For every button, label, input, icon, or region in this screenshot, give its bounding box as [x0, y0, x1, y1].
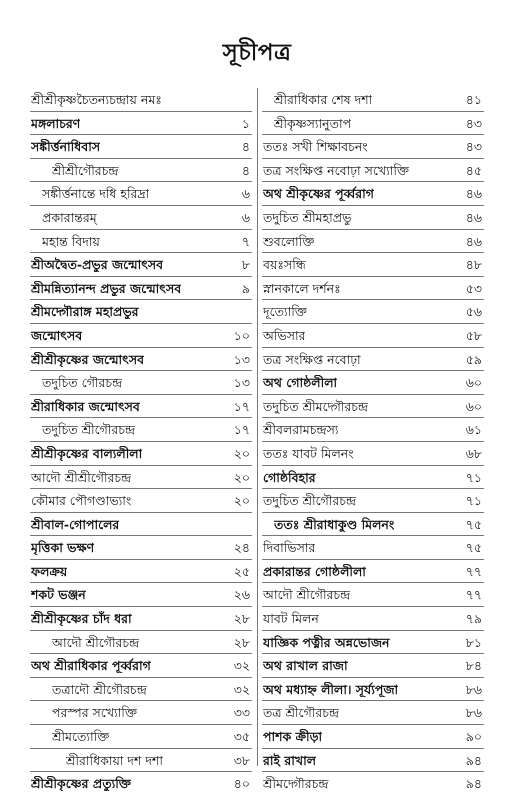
- toc-entry-title: দিবাভিসার: [263, 540, 316, 556]
- toc-entry-title: জন্মোৎসব: [31, 327, 83, 343]
- toc-entry: [262, 631, 484, 655]
- toc-entry-title: শ্রীঅদ্বৈত-প্রভুর জন্মোৎসব: [31, 257, 164, 273]
- toc-entry-page-number: ৮১: [465, 634, 482, 650]
- toc-entry-title: শ্রীমন্নিত্যানন্দ প্রভুর জন্মোৎসব: [31, 280, 182, 296]
- toc-entry-page-number: ৮৬: [465, 681, 482, 697]
- toc-entry-title: সঙ্কীর্ত্তনান্তে দধি হরিদ্রা: [42, 186, 150, 202]
- toc-entry: [262, 513, 484, 537]
- toc-entry-page-number: ১৩: [233, 375, 250, 391]
- toc-entry-page-number: ১০: [233, 327, 250, 343]
- toc-entry: [30, 112, 252, 136]
- toc-entry-page-number: ৯৪: [465, 776, 482, 792]
- toc-entry-title: শকট ভঞ্জন: [31, 587, 86, 603]
- toc-entry-title: ফলক্রয়: [31, 563, 68, 579]
- toc-entry: [30, 583, 252, 607]
- toc-entry-page-number: ৭৫: [465, 516, 482, 532]
- toc-entry-title: শ্রীশ্রীকৃষ্ণের প্রত্যুক্তি: [31, 776, 131, 792]
- toc-entry-page-number: ৫৯: [465, 351, 482, 367]
- toc-entry-page-number: ৮: [241, 257, 250, 273]
- toc-entry: [262, 206, 484, 230]
- toc-entry: [262, 489, 484, 513]
- toc-entry-page-number: ৪৬: [465, 209, 482, 225]
- toc-entry-page-number: ২৬: [233, 587, 250, 603]
- toc-entry: [262, 678, 484, 702]
- toc-entry-title: অথ গোষ্ঠলীলা: [263, 375, 338, 391]
- toc-entry-title: অথ শ্রীকৃষ্ণের পূর্ব্বরাগ: [263, 186, 374, 202]
- toc-entry-page-number: ৩২: [233, 658, 250, 674]
- toc-entry: [30, 230, 252, 254]
- toc-entry: [30, 654, 252, 678]
- toc-entry-title: তদুচিত শ্রীমদ্গৌরচন্দ্র: [263, 398, 369, 414]
- toc-entry: [262, 371, 484, 395]
- toc-entry-title: অভিসার: [263, 327, 306, 343]
- toc-entry-page-number: ২৮: [233, 634, 250, 650]
- toc-entry: [30, 277, 252, 301]
- toc-entry-page-number: ৯০: [465, 729, 482, 745]
- toc-entry-page-number: ৬১: [465, 422, 482, 438]
- toc-entry-title: শ্রীমত্যোক্তি: [52, 729, 110, 745]
- toc-entry-title: মহান্ত বিদায়: [42, 233, 100, 249]
- toc-entry: [262, 300, 484, 324]
- toc-entry-title: আদৌ শ্রীগৌরচন্দ্র: [263, 587, 351, 603]
- toc-entry: [30, 513, 252, 537]
- toc-entry: [30, 536, 252, 560]
- toc-entry: [262, 442, 484, 466]
- toc-entry-title: রাই রাখাল: [263, 752, 317, 768]
- toc-entry: [30, 749, 252, 773]
- toc-entry-page-number: ৪৬: [465, 186, 482, 202]
- toc-entry: [262, 725, 484, 749]
- toc-entry-title: ততঃ সখী শিক্ষাবচনং: [263, 139, 368, 155]
- toc-entry-page-number: ৬: [241, 186, 250, 202]
- toc-entry-page-number: ৪: [241, 162, 250, 178]
- toc-entry: [262, 182, 484, 206]
- toc-entry: [262, 112, 484, 136]
- toc-entry-title: তদুচিত শ্রীমহাপ্রভু: [263, 209, 352, 225]
- toc-entry: [30, 253, 252, 277]
- toc-entry-page-number: ৬০: [465, 398, 482, 414]
- toc-entry: [262, 135, 484, 159]
- toc-entry-title: শ্রীরাধিকার শেষ দশা: [274, 92, 373, 107]
- toc-entry-title: ততঃ যাবট মিলনং: [263, 445, 354, 461]
- toc-entry-page-number: ৭: [241, 233, 250, 249]
- toc-entry-page-number: ৩৫: [233, 729, 250, 745]
- toc-entry-page-number: ২০: [233, 469, 250, 485]
- toc-entry: [30, 772, 252, 796]
- toc-entry-title: আদৌ শ্রীগৌরচন্দ্র: [52, 634, 140, 650]
- toc-entry-title: মঙ্গলাচরণ: [31, 115, 81, 131]
- toc-entry-page-number: ৭৭: [465, 563, 482, 579]
- toc-entry-title: গোষ্ঠবিহার: [263, 469, 316, 485]
- toc-entry-page-number: ২৮: [233, 611, 250, 627]
- toc-entry-title: ততঃ শ্রীরাধাকুণ্ড মিলনং: [274, 516, 395, 532]
- toc-entry: [262, 324, 484, 348]
- toc-entry: [262, 701, 484, 725]
- toc-entry: [30, 182, 252, 206]
- toc-entry-title: মৃত্তিকা ভক্ষণ: [31, 540, 95, 556]
- toc-entry: [30, 489, 252, 513]
- toc-entry-title: তদুচিত শ্রীগৌরচন্দ্র: [42, 422, 136, 438]
- toc-entry-page-number: ৩৩: [233, 705, 250, 721]
- toc-entry: [30, 348, 252, 372]
- toc-entry: [262, 749, 484, 773]
- toc-entry-title: পরস্পর সখ্যোক্তি: [52, 705, 138, 721]
- toc-entry-page-number: ৪৮: [465, 257, 482, 273]
- toc-entry-page-number: ৪০: [233, 776, 250, 792]
- toc-left-column: [30, 88, 252, 796]
- toc-entry-title: শ্রীকৃষ্ণস্যানুতাপ: [274, 115, 352, 131]
- toc-entry-title: শ্রীমদ্গৌরাঙ্গ মহাপ্রভুর: [31, 304, 139, 320]
- toc-entry: [262, 418, 484, 442]
- toc-entry-page-number: ৭৯: [465, 611, 482, 627]
- toc-entry-title: অথ রাখাল রাজা: [263, 658, 348, 674]
- toc-entry-title: শ্রীশ্রীকৃষ্ণের জন্মোৎসব: [31, 351, 145, 367]
- toc-entry-page-number: ৭৫: [465, 540, 482, 556]
- toc-entry: [262, 583, 484, 607]
- toc-entry-title: তত্রাদৌ শ্রীগৌরচন্দ্র: [52, 681, 147, 697]
- toc-entry: [30, 371, 252, 395]
- toc-entry-page-number: ২৪: [233, 540, 250, 556]
- toc-entry: [30, 442, 252, 466]
- toc-entry: [30, 725, 252, 749]
- toc-right-column: [262, 88, 484, 796]
- toc-entry-title: তত্র সংক্ষিপ্ত নবোঢ়া সখ্যোক্তি: [263, 162, 410, 178]
- toc-entry-title: যাজ্ঞিক পত্নীর অন্নভোজন: [263, 634, 390, 650]
- toc-entry: [262, 772, 484, 796]
- toc-entry-page-number: ২০: [233, 493, 250, 509]
- toc-entry: [262, 348, 484, 372]
- toc-entry-title: শ্রীবলরামচন্দ্রস্য: [263, 422, 339, 438]
- toc-entry-title: যাবট মিলন: [263, 611, 319, 627]
- toc-entry: [30, 324, 252, 348]
- toc-entry: [262, 607, 484, 631]
- toc-entry: [30, 631, 252, 655]
- toc-entry: [262, 560, 484, 584]
- toc-entry: [30, 678, 252, 702]
- toc-entry-page-number: ২০: [233, 445, 250, 461]
- toc-entry: [262, 654, 484, 678]
- toc-entry-title: শ্রীশ্রীকৃষ্ণচৈতন্যচন্দ্রায় নমঃ: [31, 92, 162, 107]
- toc-entry: [262, 466, 484, 490]
- toc-entry-title: শ্রীশ্রীকৃষ্ণের চাঁদ ধরা: [31, 611, 132, 627]
- toc-entry-page-number: ৪: [241, 139, 250, 155]
- toc-entry-title: শ্রীশ্রীগৌরচন্দ্র: [52, 162, 119, 178]
- toc-entry-page-number: ৪৬: [465, 233, 482, 249]
- toc-entry-page-number: ৬৮: [465, 445, 482, 461]
- toc-entry-page-number: ৭১: [465, 493, 482, 509]
- toc-entry-title: তত্র সংক্ষিপ্ত নবোঢ়া: [263, 351, 361, 367]
- toc-entry: [262, 230, 484, 254]
- toc-entry: [30, 88, 252, 112]
- toc-entry: [262, 536, 484, 560]
- toc-entry-title: সঙ্কীর্ত্তনাধিবাস: [31, 139, 101, 155]
- toc-entry-title: শ্রীরাধিকার জন্মোৎসব: [31, 398, 140, 414]
- toc-entry-page-number: ৭১: [465, 469, 482, 485]
- toc-entry-page-number: ৪৩: [465, 115, 482, 131]
- toc-entry-page-number: ৭৭: [465, 587, 482, 603]
- toc-entry-title: বয়ঃসন্ধি: [263, 257, 306, 273]
- toc-entry-page-number: ৪৫: [465, 162, 482, 178]
- toc-entry-title: তদুচিত গৌরচন্দ্র: [42, 375, 123, 391]
- toc-entry: [30, 135, 252, 159]
- toc-entry: [30, 418, 252, 442]
- toc-entry: [262, 88, 484, 112]
- column-divider: [257, 88, 258, 766]
- toc-entry-page-number: ৯: [241, 280, 250, 296]
- toc-entry-title: পাশক ক্রীড়া: [263, 729, 323, 745]
- toc-entry: [262, 395, 484, 419]
- toc-entry-page-number: ৫৩: [465, 280, 482, 296]
- toc-entry-page-number: ৪৩: [465, 139, 482, 155]
- toc-entry-page-number: ১: [241, 115, 250, 131]
- toc-entry-title: দূত্যোক্তি: [263, 304, 307, 320]
- toc-entry-title: আদৌ শ্রীশ্রীগৌরচন্দ্র: [31, 469, 132, 485]
- toc-entry: [30, 395, 252, 419]
- toc-entry-page-number: ৩২: [233, 681, 250, 697]
- toc-entry: [30, 206, 252, 230]
- toc-entry: [262, 253, 484, 277]
- toc-entry-page-number: ৫৮: [465, 327, 482, 343]
- toc-entry-page-number: ৫৬: [465, 304, 482, 320]
- toc-entry: [30, 607, 252, 631]
- toc-entry-title: শ্রীবাল-গোপালের: [31, 516, 120, 532]
- toc-entry: [30, 560, 252, 584]
- toc-entry-title: অথ শ্রীরাধিকার পূর্ব্বরাগ: [31, 658, 151, 674]
- page-title: সূচীপত্র: [222, 40, 292, 66]
- toc-entry-title: প্রকারান্তর গোষ্ঠলীলা: [263, 563, 366, 579]
- toc-entry: [30, 466, 252, 490]
- toc-entry-page-number: ১৭: [233, 422, 250, 438]
- toc-entry-title: শ্রীমদ্গৌরচন্দ্র: [263, 776, 329, 792]
- toc-entry-page-number: ৮৬: [465, 705, 482, 721]
- toc-entry-title: শ্রীরাধিকায়া দশ দশা: [66, 752, 163, 768]
- toc-entry: [30, 300, 252, 324]
- toc-entry-page-number: ৮৪: [465, 658, 482, 674]
- toc-entry-title: স্নানকালে দর্শনঃ: [263, 280, 341, 296]
- toc-entry: [30, 701, 252, 725]
- toc-entry-page-number: ১৩: [233, 351, 250, 367]
- toc-entry-title: প্রকারান্তরম্: [42, 209, 97, 225]
- toc-entry-title: শুবলোক্তি: [263, 233, 315, 249]
- toc-entry-title: শ্রীশ্রীকৃষ্ণের বাল্যলীলা: [31, 445, 143, 461]
- toc-entry-page-number: ১৭: [233, 398, 250, 414]
- toc-entry-page-number: ৩৮: [233, 752, 250, 768]
- toc-entry-title: তদুচিত শ্রীগৌরচন্দ্র: [263, 493, 357, 509]
- toc-entry-title: তত্র শ্রীগৌরচন্দ্র: [263, 705, 340, 721]
- toc-entry-page-number: ৬০: [465, 375, 482, 391]
- toc-entry: [30, 159, 252, 183]
- toc-entry: [262, 159, 484, 183]
- toc-entry-page-number: ২৫: [233, 563, 250, 579]
- toc-entry: [262, 277, 484, 301]
- toc-entry-page-number: ৯৪: [465, 752, 482, 768]
- toc-entry-page-number: ৬: [241, 209, 250, 225]
- toc-entry-title: অথ মধ্যাহ্ন লীলা। সূর্য্যপূজা: [263, 681, 399, 697]
- toc-entry-title: কৌমার পৌগণ্ডাভ্যাং: [31, 493, 132, 509]
- toc-entry-page-number: ৪১: [465, 92, 482, 107]
